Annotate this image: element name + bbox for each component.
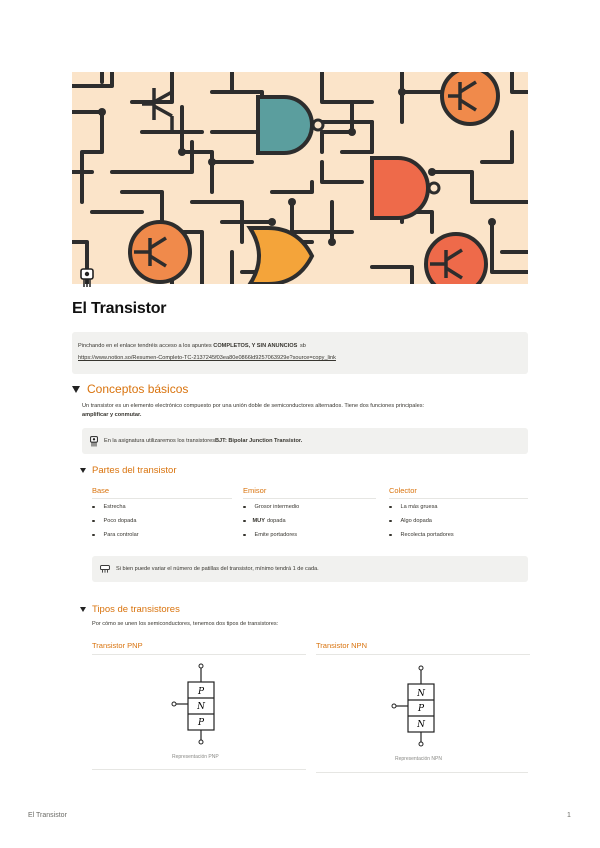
callout-bold: BJT: Bipolar Junction Transistor. xyxy=(215,438,303,444)
pnp-caption: Representación PNP xyxy=(172,754,219,760)
page-number: 1 xyxy=(567,812,571,819)
pnp-layer-1: P xyxy=(197,687,205,697)
tipos-intro: Por cómo se unen los semiconductores, tenemos dos tipos de transistores: xyxy=(92,621,279,627)
npn-title: Transistor NPN xyxy=(316,641,530,655)
page-title: El Transistor xyxy=(72,300,167,317)
list-item: Grosor intermedio xyxy=(243,504,299,510)
npn-layer-3: N xyxy=(417,720,425,730)
list-item: Para controlar xyxy=(92,532,139,538)
callout-text: Si bien puede variar el número de patillas del transistor, mínimo tendrá 1 de cada. xyxy=(116,566,319,572)
notes-link[interactable]: https://www.notion.so/Resumen-Completo-TC-2137245f03ea80e0866ld9257063929e?source=copy_link xyxy=(78,355,336,361)
heading-text: Conceptos básicos xyxy=(87,382,189,396)
toggle-triangle-icon[interactable] xyxy=(72,386,80,393)
heading-text: Partes del transistor xyxy=(92,465,177,476)
list-item: Emite portadores xyxy=(243,532,297,538)
pnp-diagram xyxy=(168,662,238,746)
list-item: MUY dopada xyxy=(243,518,286,524)
toggle-triangle-icon[interactable] xyxy=(80,468,86,473)
npn-diagram xyxy=(384,664,454,748)
notes-link-callout xyxy=(72,332,528,374)
transistor-definition xyxy=(82,402,528,420)
list-item: Recolecta portadores xyxy=(389,532,454,538)
pnp-layer-3: P xyxy=(197,718,205,728)
npn-layer-2: P xyxy=(417,704,425,714)
toggle-triangle-icon[interactable] xyxy=(80,607,86,612)
divider xyxy=(92,769,306,770)
column-base-title: Base xyxy=(92,486,232,499)
list-item: La más gruesa xyxy=(389,504,438,510)
divider xyxy=(316,772,528,773)
heading-partes[interactable] xyxy=(80,465,176,476)
npn-caption: Representación NPN xyxy=(395,756,442,762)
intro-bold: COMPLETOS, Y SIN ANUNCIOS xyxy=(213,343,298,349)
npn-layer-1: N xyxy=(417,689,425,699)
list-item: Poco dopada xyxy=(92,518,136,524)
column-colector-title: Colector xyxy=(389,486,528,499)
intro-text: Pinchando en el enlace tendréis acceso a los apuntes xyxy=(78,343,214,349)
column-emisor-title: Emisor xyxy=(243,486,376,499)
callout-text: En la asignatura utilizaremos los transistores xyxy=(104,438,215,444)
heading-conceptos-basicos[interactable] xyxy=(72,382,188,396)
bjt-callout xyxy=(82,428,528,454)
intro-text-end: sb xyxy=(297,343,306,349)
definition-bold: amplificar y conmutar. xyxy=(82,412,142,418)
pnp-layer-2: N xyxy=(197,702,205,712)
transistor-icon xyxy=(80,268,94,288)
definition-text: Un transistor es un elemento electrónico compuesto por una unión doble de semiconductores alternados. Tiene dos funciones principales: xyxy=(82,403,425,409)
heading-tipos[interactable] xyxy=(80,604,180,615)
footer-title: El Transistor xyxy=(28,812,67,819)
patillas-callout xyxy=(92,556,528,582)
list-item: Estrecha xyxy=(92,504,126,510)
heading-text: Tipos de transistores xyxy=(92,604,180,615)
pnp-title: Transistor PNP xyxy=(92,641,306,655)
transistor-icon xyxy=(90,436,98,446)
transistor-icon xyxy=(100,565,110,573)
circuit-illustration xyxy=(72,72,528,284)
list-item: Algo dopada xyxy=(389,518,432,524)
cover-image xyxy=(72,72,528,284)
